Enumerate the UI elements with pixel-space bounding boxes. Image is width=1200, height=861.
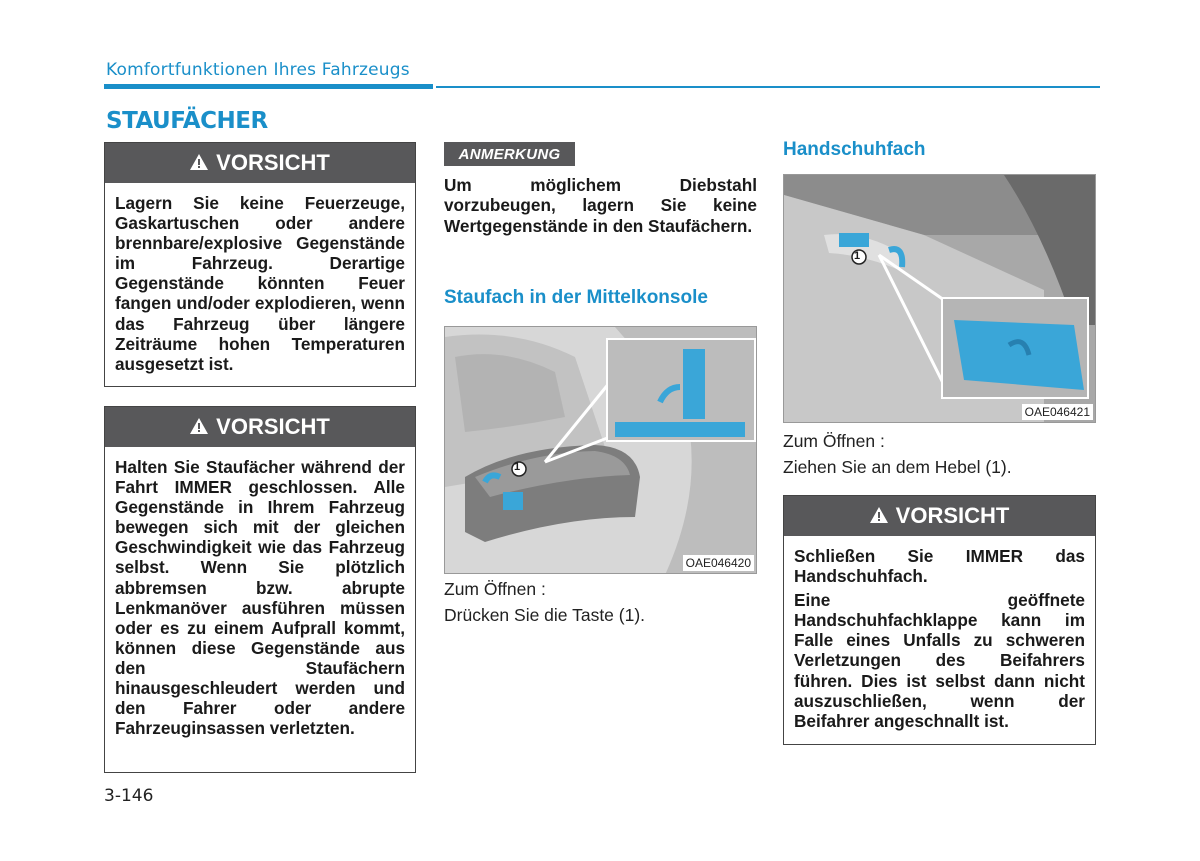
caution-label: VORSICHT (216, 414, 330, 439)
header-rule-thick (104, 84, 433, 89)
glovebox-open-label: Zum Öffnen : (783, 431, 885, 451)
chapter-header: Komfortfunktionen Ihres Fahrzeugs (106, 60, 410, 80)
caution-box-lighters (104, 142, 416, 387)
callout-marker: 1 (854, 250, 861, 262)
glovebox-instruction: Ziehen Sie an dem Hebel (1). (783, 457, 1012, 477)
caution-text: Lagern Sie keine Feuerzeuge, Gaskartuschen oder andere brennbare/explosive Gegenstände im Fahrzeug. Derartige Gegenstände könnten Feuer fangen und/oder explodieren, wenn das Fahrzeug über längere Zeiträume hohen Temperaturen ausgesetzt ist. (115, 193, 405, 374)
glovebox-title: Handschuhfach (783, 139, 926, 160)
note-text: Um möglichem Diebstahl vorzubeugen, lagern Sie keine Wertgegenstände in den Staufächern. (444, 175, 757, 236)
note-tag: ANMERKUNG (444, 142, 575, 166)
glovebox-illustration (784, 175, 1096, 423)
glovebox-figure (783, 174, 1096, 423)
caution-header (784, 496, 1095, 536)
page-number: 3-146 (104, 786, 154, 806)
caution-box-closed-compartments (104, 406, 416, 773)
caution-text: Halten Sie Staufächer während der Fahrt IMMER geschlossen. Alle Gegenstände in Ihrem Fahrzeug bewegen sich mit der gleichen Geschwindigkeit wie das Fahrzeug selbst. Wenn Sie plötzlich abbremsen bzw. abrupte Lenkmanöver ausführen müssen oder es zu einem Aufprall kommt, können diese Gegenstände aus den Staufächern hinausgeschleudert werden und den Fahrer oder andere Fahrzeuginsassen verletzten. (115, 457, 405, 739)
caution-header (105, 143, 415, 183)
console-illustration (445, 327, 757, 574)
caution-text-1: Schließen Sie IMMER das Handschuhfach. (794, 546, 1085, 587)
callout-marker: 1 (514, 461, 521, 473)
figure-code: OAE046421 (1022, 404, 1093, 420)
caution-header (105, 407, 415, 447)
header-rule-thin (436, 86, 1100, 88)
console-instruction: Drücken Sie die Taste (1). (444, 605, 646, 625)
warning-triangle-icon (190, 414, 208, 440)
console-figure (444, 326, 757, 574)
caution-box-glovebox (783, 495, 1096, 745)
console-open-label: Zum Öffnen : (444, 579, 546, 599)
warning-triangle-icon (870, 503, 888, 529)
warning-triangle-icon (190, 150, 208, 176)
section-title: STAUFÄCHER (106, 108, 268, 134)
caution-label: VORSICHT (216, 150, 330, 175)
caution-label: VORSICHT (895, 503, 1010, 528)
figure-code: OAE046420 (683, 555, 754, 571)
console-title: Staufach in der Mittelkonsole (444, 287, 708, 308)
caution-text-2: Eine geöffnete Handschuhfachklappe kann im Falle eines Unfalls zu schweren Verletzungen des Beifahrers führen. Dies ist selbst dann nicht auszuschließen, wenn der Beifahrer angeschnallt ist. (794, 590, 1085, 731)
